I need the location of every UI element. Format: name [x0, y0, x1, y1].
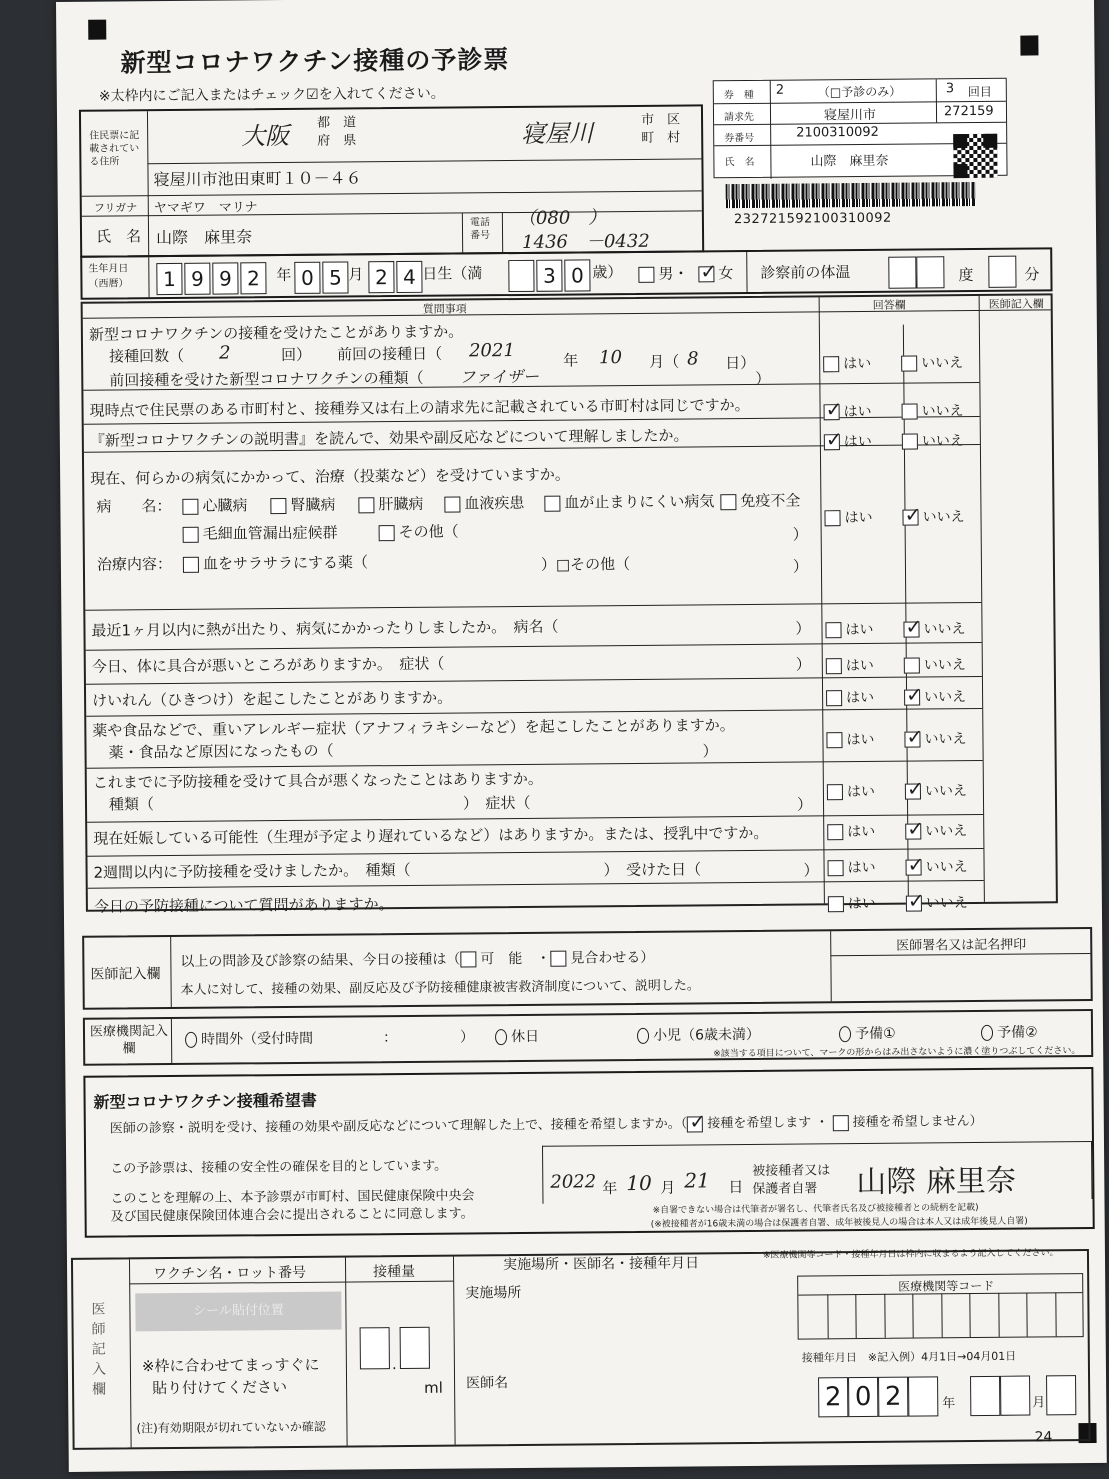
q1-type-label: 前回接種を受けた新型コロナワクチンの種類（: [109, 368, 424, 390]
billing-code: 272159: [943, 103, 994, 120]
q2-yes-option[interactable]: ✓はい: [824, 401, 872, 421]
yes-checkbox[interactable]: [826, 690, 842, 706]
yes-checkbox[interactable]: [828, 896, 844, 912]
date-month-digit[interactable]: [970, 1376, 1000, 1416]
q1-year-hand: 2021: [468, 340, 515, 362]
furigana-label: フリガナ: [93, 201, 138, 215]
birth-label: 生年月日（西暦）: [88, 263, 129, 290]
seal-position: シール貼付位置: [135, 1292, 341, 1332]
place-label: 実施場所: [465, 1284, 522, 1302]
form-title: 新型コロナワクチン接種の予診票: [120, 45, 510, 78]
city-suffix-2: 町 村: [641, 130, 681, 146]
billing-label: 請求先: [723, 111, 755, 124]
birth-month-digit[interactable]: 0: [294, 262, 320, 294]
doctor-block-line2: 本人に対して、接種の効果、副反応及び予防接種健康被害救済制度について、説明した。: [180, 978, 700, 998]
consent-block: [83, 1067, 1094, 1238]
address-label: 住民票に記載されている住所: [89, 130, 140, 168]
q4-treat-blood-thinner[interactable]: 血をサラサラにする薬（: [183, 551, 368, 574]
age-suffix: 歳）: [592, 263, 623, 282]
possible-checkbox[interactable]: [460, 951, 476, 967]
q2-no-option[interactable]: いいえ: [902, 400, 964, 421]
doctor-block-label: 医師記入欄: [90, 966, 161, 983]
q1-day-hand: 8: [687, 348, 699, 370]
reserve1-radio[interactable]: [839, 1026, 851, 1042]
code-note: ※医療機関等コード・接種年月日は枠内に収まるよう記入してください。: [762, 1248, 1059, 1261]
sign-date-y: 年: [602, 1179, 618, 1198]
prefecture-handwritten: 大阪: [241, 121, 290, 151]
q8-close: ）: [702, 742, 718, 761]
dose-box[interactable]: [360, 1327, 390, 1369]
ticket-count-label: 回目: [967, 84, 992, 100]
q9-symptom-label: ） 症状（: [462, 793, 531, 813]
ticket-kind-value: 2: [775, 82, 785, 98]
signature: 山際 麻里奈: [856, 1163, 1017, 1201]
q4-treat-other: ）□その他（: [540, 555, 631, 574]
barcode-icon: [726, 182, 976, 208]
checkbox[interactable]: [444, 496, 460, 512]
dose-unit: ml: [424, 1378, 443, 1397]
no-checkbox[interactable]: [906, 859, 922, 875]
q1-year-label: 年: [563, 351, 579, 370]
furigana-value: ヤマギワ マリナ: [153, 200, 258, 217]
checkbox[interactable]: [358, 497, 374, 513]
ticket-kind-note: （□予診のみ）: [817, 84, 902, 100]
age-digit[interactable]: 0: [564, 259, 590, 291]
questions-header: 質問事項: [422, 302, 467, 316]
sign-date-m: 月: [660, 1178, 676, 1197]
option-reserve-2[interactable]: 予備②: [981, 1021, 1038, 1041]
q9-type-label: 種類（: [108, 795, 155, 814]
corner-mark: [1020, 35, 1038, 55]
q11-type-label: 2週間以内に予防接種を受けましたか。 種類（: [93, 860, 411, 882]
page-number: 24: [1034, 1429, 1053, 1446]
date-year-digit[interactable]: [908, 1376, 938, 1416]
temp-box[interactable]: [988, 256, 1016, 288]
q4-disease-other[interactable]: その他（: [379, 521, 459, 543]
yes-checkbox[interactable]: [827, 824, 843, 840]
no-checkbox[interactable]: [901, 355, 917, 371]
ticket-kind-label: 券 種: [723, 89, 754, 102]
consent-note-2: (※被接種者が16歳未満の場合は保護者自署、成年被後見人の場合は本人又は成年後見人自署): [650, 1216, 1028, 1230]
birth-month-suffix: 月: [348, 265, 364, 284]
q12-text: 今日の予防接種について質問がありますか。: [93, 895, 394, 916]
checkbox[interactable]: [379, 525, 395, 541]
corner-mark: [88, 20, 106, 40]
q6-yes-option[interactable]: はい: [826, 655, 874, 675]
qr-code-icon: [953, 134, 997, 178]
q4-disease-immune[interactable]: 免疫不全: [720, 490, 800, 512]
yes-checkbox[interactable]: [828, 860, 844, 876]
birth-day-suffix: 日生（満: [422, 264, 483, 283]
q11-close: ）: [803, 861, 819, 880]
consent-line4: 及び国民健康保険団体連合会に提出されることに同意します。: [110, 1206, 474, 1225]
checkbox[interactable]: [183, 556, 199, 572]
birth-year-digit[interactable]: 9: [184, 263, 210, 295]
q4-close: ）: [792, 525, 808, 544]
doctor-name-label: 医師名: [466, 1375, 509, 1392]
age-digit[interactable]: 3: [536, 260, 562, 292]
q3-no-option[interactable]: いいえ: [902, 430, 964, 451]
birth-day-digit[interactable]: 4: [396, 261, 422, 293]
date-month-label: 月: [1032, 1395, 1046, 1411]
vaccination-date-label: 接種年月日 ※記入例）4月1日→04月01日: [801, 1349, 1017, 1365]
q1-count-hand: 2: [218, 342, 231, 364]
q4-disease-liver[interactable]: 肝臓病: [358, 493, 423, 515]
doctor-header: 医師記入欄: [988, 297, 1044, 311]
date-month-digit[interactable]: [1000, 1376, 1030, 1416]
q4-treat-label: 治療内容：: [96, 555, 173, 574]
ticket-name-value: 山際 麻里奈: [810, 153, 889, 170]
q1-month-hand: 10: [599, 347, 623, 369]
dose-dot: .: [391, 1355, 397, 1374]
q3-yes-option[interactable]: ✓はい: [824, 431, 872, 451]
barcode-number: 232721592100310092: [733, 210, 892, 228]
no-checkbox[interactable]: [904, 657, 920, 673]
name-value: 山際 麻里奈: [155, 227, 253, 248]
q4-disease-kidney[interactable]: 腎臓病: [270, 494, 335, 516]
gender-female[interactable]: ✓ 女: [698, 262, 733, 283]
signer-label-2: 保護者自署: [752, 1181, 818, 1197]
q10-text: 現在妊娠している可能性（生理が予定より遅れているなど）はありますか。または、授乳中ですか。: [93, 823, 769, 848]
no-checkbox[interactable]: [905, 783, 921, 799]
q4-disease-heart[interactable]: 心臓病: [182, 494, 247, 516]
clinic-code-grid: [797, 1273, 1084, 1339]
checkbox[interactable]: [544, 495, 560, 511]
clinic-code-label: 医療機関等コード: [898, 1278, 995, 1294]
q4-yes-option[interactable]: はい: [824, 507, 872, 527]
vaccination-form: [56, 0, 1107, 1472]
q9-no-option[interactable]: ✓ いいえ: [905, 780, 967, 801]
straight-note-1: ※枠に合わせてまっすぐに: [141, 1355, 320, 1376]
q8-no-option[interactable]: ✓ いいえ: [904, 728, 966, 749]
no-checkbox[interactable]: [904, 689, 920, 705]
q8-yes-option[interactable]: はい: [826, 729, 874, 749]
vaccine-header: ワクチン名・ロット番号: [153, 1264, 307, 1283]
q1-count-suffix: 回）: [281, 345, 312, 365]
no-checkbox[interactable]: [902, 403, 918, 419]
pref-suffix-2: 府 県: [317, 133, 357, 149]
birth-year-digit[interactable]: 9: [212, 262, 238, 294]
q9-close: ）: [796, 795, 813, 814]
q1-text: 新型コロナワクチンの接種を受けたことがありますか。: [88, 322, 464, 344]
checkbox[interactable]: [270, 498, 286, 514]
consent-line1: 医師の診察・説明を受け、接種の効果や副反応などについて理解した上で、接種を希望しますか。（✓ 接種を希望します ・ 接種を希望しません）: [110, 1110, 983, 1137]
q12-yes-option[interactable]: はい: [828, 893, 876, 913]
yes-checkbox[interactable]: [826, 732, 842, 748]
date-year-label: 年: [942, 1396, 956, 1412]
answer-checkboxes: [56, 0, 1094, 2]
age-digit[interactable]: [508, 260, 534, 292]
city-suffix-1: 市 区: [640, 112, 681, 128]
yes-checkbox[interactable]: [823, 356, 839, 372]
birth-year-suffix: 年: [276, 265, 292, 285]
q9-yes-option[interactable]: はい: [827, 781, 875, 801]
no-checkbox[interactable]: [902, 509, 918, 525]
q1-no-option[interactable]: いいえ: [901, 352, 963, 373]
q1-type-close: ）: [755, 369, 771, 388]
q5-no-option[interactable]: ✓ いいえ: [903, 618, 965, 639]
q5-yes-option[interactable]: はい: [825, 619, 873, 639]
answers-header: 回答欄: [872, 298, 906, 312]
sign-date-month: 10: [626, 1170, 652, 1196]
straight-note-2: 貼り付けてください: [152, 1378, 288, 1398]
postpone-checkbox[interactable]: [550, 951, 566, 967]
name-label: 氏 名: [95, 227, 142, 246]
consent-line2: この予診票は、接種の安全性の確保を目的としています。: [110, 1158, 448, 1177]
wish-yes-checkbox[interactable]: [687, 1116, 703, 1132]
birth-year-digit[interactable]: 1: [156, 263, 182, 295]
checkbox[interactable]: [182, 498, 198, 514]
gender-male[interactable]: 男・: [638, 262, 688, 283]
birth-day-digit[interactable]: 2: [368, 261, 394, 293]
personal-info-frame: [79, 104, 704, 257]
phone-label: 電話番号: [469, 217, 491, 242]
signer-label-1: 被接種者又は: [752, 1163, 831, 1179]
instruction-text: ※太枠内にご記入またはチェック☑を入れてください。: [98, 85, 445, 105]
option-holiday[interactable]: 休日: [495, 1026, 539, 1046]
q12-no-option[interactable]: ✓ いいえ: [906, 892, 968, 913]
no-checkbox[interactable]: [904, 731, 920, 747]
checkbox[interactable]: [183, 526, 199, 542]
q5-text: 最近1ヶ月以内に熱が出たり、病気にかかったりしましたか。 病名（: [91, 617, 559, 640]
clinic-block: [83, 1009, 1093, 1066]
q4-text: 現在、何らかの病気にかかって、治療（投薬など）を受けていますか。: [90, 465, 570, 488]
no-checkbox[interactable]: [905, 823, 921, 839]
temp-box[interactable]: [888, 257, 916, 289]
clinic-block-label: 医療機関記入欄: [89, 1024, 169, 1057]
q1-type-hand: ファイザー: [459, 366, 540, 387]
ticket-name-label: 氏 名: [724, 156, 755, 169]
q4-disease-bleeding[interactable]: 血が止まりにくい病気: [544, 490, 714, 512]
q8-text: 薬や食品などで、重いアレルギー症状（アナフィラキシーなど）を起こしたことがありますか。: [92, 716, 735, 740]
expiry-note: (注)有効期限が切れていないか確認: [136, 1419, 326, 1436]
sign-date-year: 2022: [550, 1171, 597, 1193]
q7-no-option[interactable]: ✓ いいえ: [904, 686, 966, 707]
yes-checkbox[interactable]: [827, 784, 843, 800]
q9-text: これまでに予防接種を受けて具合が悪くなったことはありますか。: [92, 769, 543, 792]
option-reserve-1[interactable]: 予備①: [839, 1023, 896, 1043]
record-side-label: 医師記入欄: [91, 1301, 107, 1398]
q11-no-option[interactable]: ✓ いいえ: [905, 856, 967, 877]
birth-year-digit[interactable]: 2: [240, 262, 266, 294]
q4-no-option[interactable]: ✓ いいえ: [902, 506, 964, 527]
temp-box[interactable]: [916, 256, 944, 288]
phone-line-2: 1436 －0432: [522, 230, 650, 253]
no-checkbox[interactable]: [906, 895, 922, 911]
q6-no-option[interactable]: いいえ: [904, 654, 966, 675]
billing-value: 寝屋川市: [823, 107, 877, 124]
q1-day-label: 日）: [725, 353, 756, 373]
doctor-block-line1: 以上の問診及び診察の結果、今日の接種は（ 可 能 ・ 見合わせる）: [180, 949, 655, 970]
yes-checkbox[interactable]: [825, 622, 841, 638]
doctor-block: [82, 927, 1093, 1010]
consent-title: 新型コロナワクチン接種希望書: [93, 1090, 317, 1112]
q4-disease-capillary[interactable]: 毛細血管漏出症候群: [183, 522, 338, 544]
clinic-note: ※該当する項目について、マークの形からはみ出さないように濃く塗りつぶしてください。: [713, 1046, 1081, 1060]
q1-prev-label: 前回の接種日（: [337, 344, 443, 364]
q7-yes-option[interactable]: はい: [826, 687, 874, 707]
yes-checkbox[interactable]: [826, 658, 842, 674]
dose-box[interactable]: [400, 1327, 430, 1369]
birth-month-digit[interactable]: 5: [322, 261, 348, 293]
yes-checkbox[interactable]: [824, 434, 840, 450]
record-block: [71, 1249, 1091, 1450]
q3-text: 『新型コロナワクチンの説明書』を読んで、効果や副反応などについて理解しましたか。: [89, 426, 689, 450]
holiday-radio[interactable]: [495, 1029, 507, 1045]
q2-text: 現時点で住民票のある市町村と、接種券又は右上の請求先に記載されている市町村は同じですか。: [89, 395, 750, 420]
yes-checkbox[interactable]: [824, 404, 840, 420]
q5-close: ）: [795, 619, 811, 638]
no-checkbox[interactable]: [903, 621, 919, 637]
q8-cause-label: 薬・食品など原因になったもの（: [108, 741, 334, 762]
date-year-digit[interactable]: 2: [818, 1377, 848, 1417]
option-overtime[interactable]: 時間外（受付時間 ： ）: [185, 1026, 474, 1049]
sign-date-day: 21: [684, 1168, 710, 1193]
doctor-sign-label: 医師署名又は記名押印: [896, 937, 1027, 954]
q6-close: ）: [795, 655, 811, 674]
q7-text: けいれん（ひきつけ）を起こしたことがありますか。: [92, 688, 453, 710]
place-header: 実施場所・医師名・接種年月日: [502, 1255, 700, 1274]
temp-minute-label: 分: [1024, 265, 1040, 284]
ticket-number-label: 券番号: [724, 132, 755, 145]
q11-yes-option[interactable]: はい: [827, 857, 875, 877]
ticket-number-value: 2100310092: [796, 124, 879, 141]
temperature-label: 診察前の体温: [760, 263, 851, 282]
consent-note-1: ※自署できない場合は代筆者が署名し、代筆者氏名及び被接種者との続柄を記載): [652, 1202, 979, 1216]
date-year-digit[interactable]: 0: [848, 1377, 878, 1417]
temp-degree-label: 度: [958, 266, 974, 285]
checkbox[interactable]: [720, 494, 736, 510]
date-year-digit[interactable]: 2: [878, 1377, 908, 1417]
wish-no-checkbox[interactable]: [833, 1115, 849, 1131]
city-handwritten: 寝屋川: [521, 119, 594, 148]
q6-text: 今日、体に具合が悪いところがありますか。 症状（: [91, 654, 445, 676]
q10-yes-option[interactable]: はい: [827, 821, 875, 841]
address-line: 寝屋川市池田東町１０－４６: [153, 168, 362, 190]
option-child[interactable]: 小児（6歳未満）: [637, 1024, 760, 1045]
q1-count-label: 接種回数（: [109, 346, 185, 366]
q1-month-label: 月（: [649, 352, 680, 371]
q4-disease-label: 病 名：: [96, 497, 172, 516]
q1-yes-option[interactable]: はい: [823, 353, 871, 373]
q10-no-option[interactable]: ✓ いいえ: [905, 820, 967, 841]
male-checkbox[interactable]: [638, 266, 654, 282]
dose-header: 接種量: [373, 1263, 416, 1281]
pref-suffix-1: 都 道: [317, 115, 357, 131]
q4-treat-close: ）: [792, 557, 809, 576]
ticket-count-value: 3: [945, 81, 955, 97]
no-checkbox[interactable]: [902, 433, 918, 449]
overtime-radio[interactable]: [185, 1032, 197, 1048]
sign-date-d: 日: [728, 1178, 744, 1197]
date-day-digit[interactable]: [1046, 1375, 1076, 1415]
yes-checkbox[interactable]: [824, 510, 840, 526]
phone-line-1: （080 ）: [517, 207, 607, 229]
reserve2-radio[interactable]: [981, 1025, 993, 1041]
q11-date-label: ） 受けた日（: [603, 860, 702, 880]
child-radio[interactable]: [637, 1028, 649, 1044]
birth-digit-boxes: [56, 0, 1094, 2]
consent-line3: このことを理解の上、本予診票が市町村、国民健康保険中央会: [110, 1188, 475, 1207]
female-checkbox[interactable]: [698, 266, 714, 282]
q4-disease-blood[interactable]: 血液疾患: [444, 492, 524, 514]
